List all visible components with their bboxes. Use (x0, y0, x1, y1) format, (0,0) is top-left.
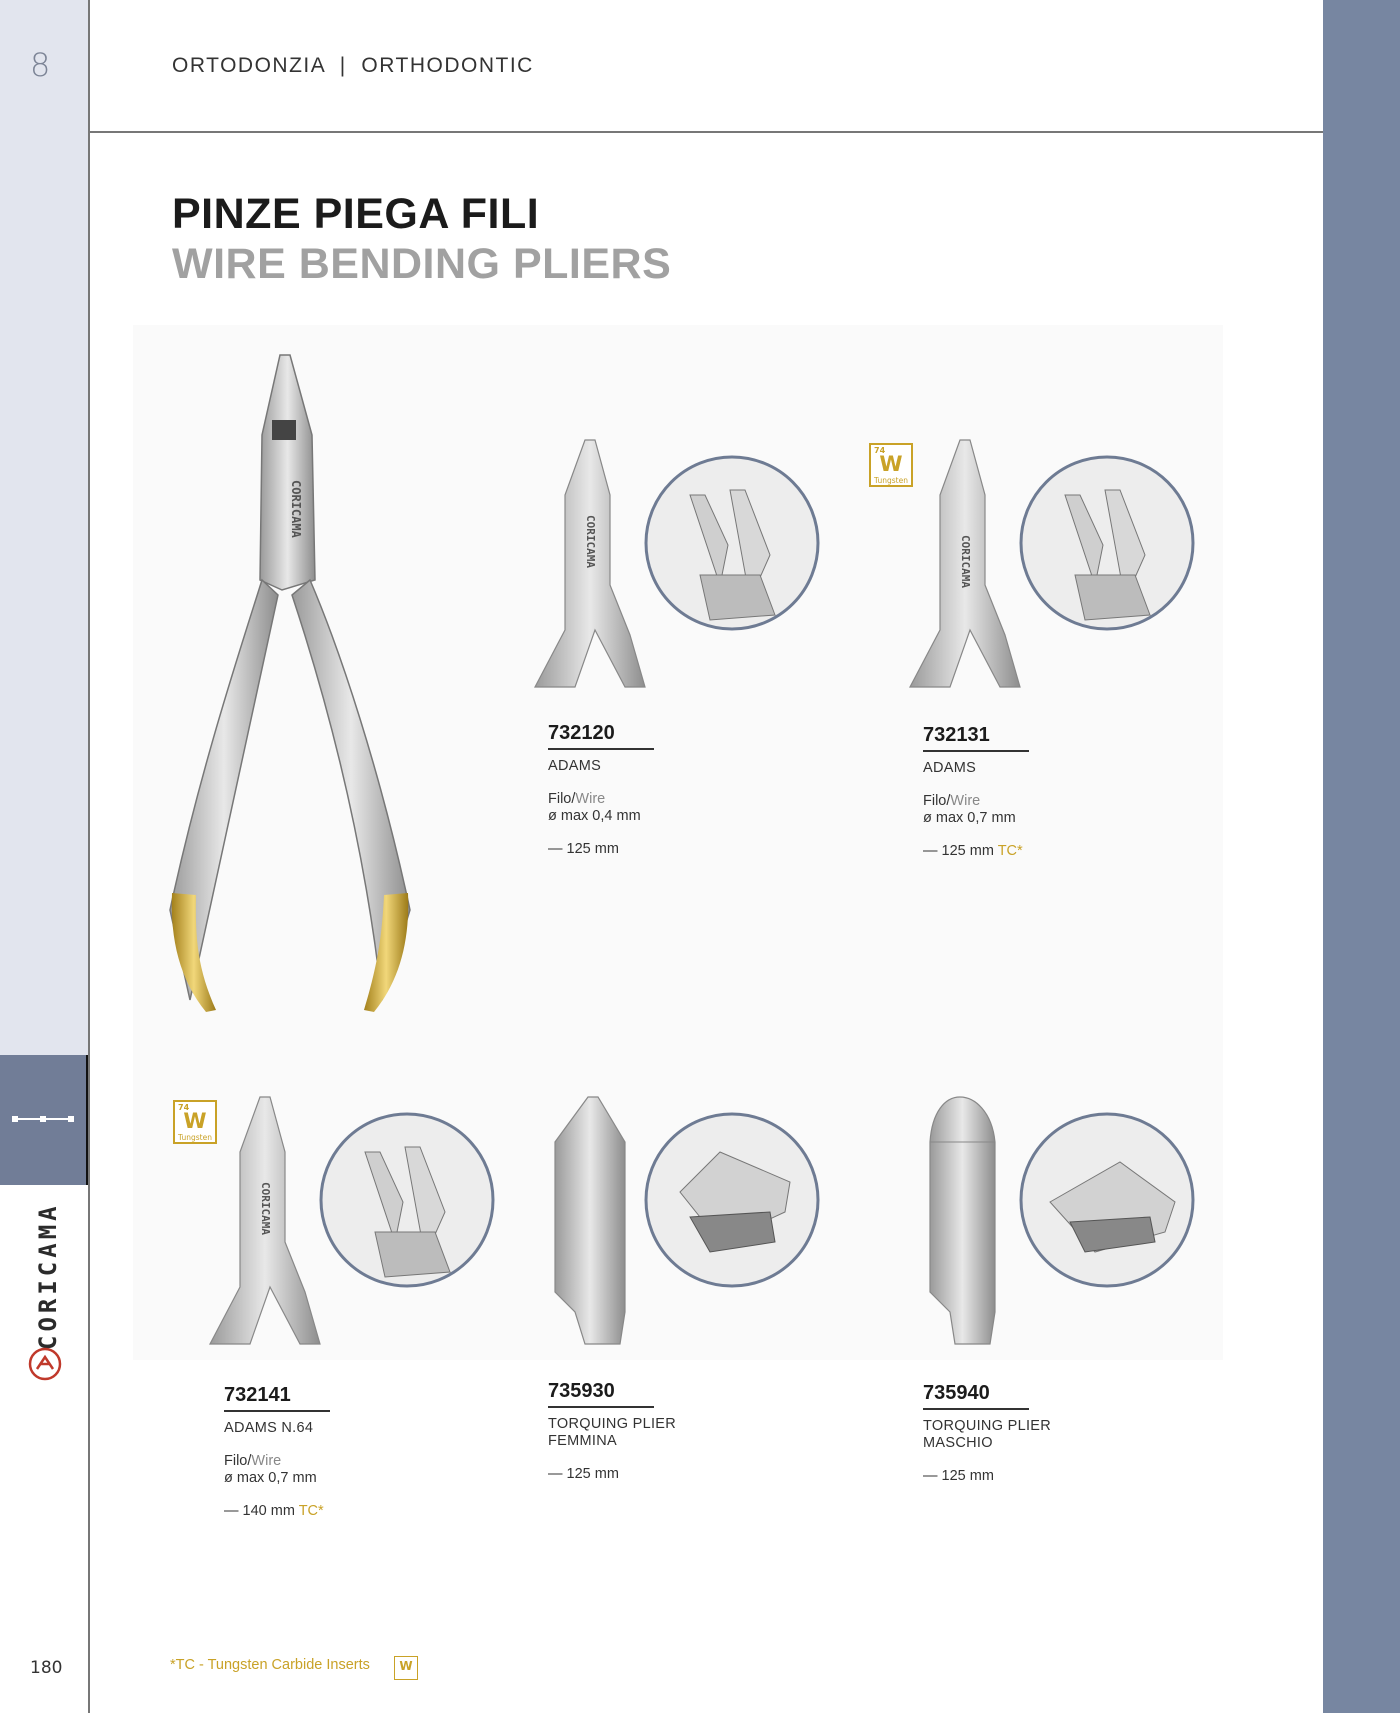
length: — 125 mm (548, 840, 619, 857)
wire-label: Filo/Wire (224, 1452, 282, 1469)
code-underline (923, 750, 1029, 752)
left-divider (88, 0, 90, 1713)
length: — 125 mm (923, 1467, 994, 1484)
product-name-line2: FEMMINA (548, 1432, 617, 1449)
title-english: WIRE BENDING PLIERS (172, 240, 672, 288)
wire-max: ø max 0,4 mm (548, 807, 641, 824)
page-number: 180 (30, 1658, 63, 1678)
badge-label: Tungsten (874, 476, 908, 485)
product-name-line1: TORQUING PLIER (548, 1415, 677, 1432)
badge-label: Tungsten (178, 1133, 212, 1142)
product-732120 (548, 722, 654, 858)
svg-text:CORICAMA: CORICAMA (289, 480, 303, 538)
product-732131 (923, 724, 1029, 860)
length-row (224, 1503, 330, 1520)
footnote: *TC - Tungsten Carbide Inserts (170, 1657, 370, 1673)
product-735930-image (550, 1092, 830, 1347)
wire-label-it: Filo (548, 790, 572, 807)
product-code: 735940 (923, 1382, 990, 1404)
length: — 125 mm (923, 842, 994, 859)
svg-text:CORICAMA: CORICAMA (584, 515, 597, 568)
section-number: 8 (30, 46, 51, 84)
brand-name: CORICAMA (34, 1202, 62, 1350)
product-735940-image (920, 1092, 1210, 1347)
footnote-tungsten-badge (394, 1656, 418, 1680)
product-735930 (548, 1380, 676, 1483)
wire-label-en: Wire (575, 790, 606, 807)
product-732141-image (205, 1092, 505, 1347)
svg-text:CORICAMA: CORICAMA (259, 1182, 272, 1235)
badge-symbol: W (183, 1109, 207, 1133)
product-code: 732141 (224, 1384, 291, 1406)
product-name-line2: MASCHIO (923, 1434, 993, 1451)
brand-logo-icon (28, 1347, 62, 1381)
section-tab (0, 1055, 90, 1185)
length-row (923, 843, 1029, 860)
product-732131-image (905, 435, 1205, 690)
wire-label-en: Wire (950, 792, 981, 809)
pliers-tab-icon (0, 1055, 86, 1185)
product-code: 732131 (923, 724, 990, 746)
title-italian: PINZE PIEGA FILI (172, 190, 540, 238)
wire-label: Filo/Wire (548, 790, 606, 807)
product-code: 732120 (548, 722, 615, 744)
wire-label: Filo/Wire (923, 792, 981, 809)
length: — 140 mm (224, 1502, 295, 1519)
product-name: ADAMS (923, 759, 977, 776)
tc-marker: TC* (997, 842, 1023, 859)
wire-label-it: Filo (224, 1452, 248, 1469)
tungsten-badge (869, 443, 913, 487)
wire-max: ø max 0,7 mm (224, 1469, 317, 1486)
product-code: 735930 (548, 1380, 615, 1402)
large-plier-image (150, 350, 450, 1015)
product-name: ADAMS N.64 (224, 1419, 314, 1436)
code-underline (923, 1408, 1029, 1410)
wire-label-en: Wire (251, 1452, 282, 1469)
tungsten-badge (173, 1100, 217, 1144)
code-underline (548, 1406, 654, 1408)
header-divider (88, 131, 1323, 133)
badge-number: 74 (874, 446, 886, 455)
product-732120-image (530, 435, 830, 690)
svg-text:CORICAMA: CORICAMA (959, 535, 972, 588)
wire-label-it: Filo (923, 792, 947, 809)
code-underline (224, 1410, 330, 1412)
code-underline (548, 748, 654, 750)
product-name: ADAMS (548, 757, 602, 774)
badge-symbol: W (879, 452, 903, 476)
length: — 125 mm (548, 1465, 619, 1482)
wire-max: ø max 0,7 mm (923, 809, 1016, 826)
badge-symbol: W (399, 1659, 413, 1673)
left-sidebar-top (0, 0, 88, 1055)
tc-marker: TC* (298, 1502, 324, 1519)
product-735940 (923, 1382, 1051, 1485)
product-732141 (224, 1384, 330, 1520)
right-accent-bar (1323, 0, 1400, 1713)
product-name-line1: TORQUING PLIER (923, 1417, 1052, 1434)
page-header: ORTODONZIA | ORTHODONTIC (172, 54, 534, 77)
badge-number: 74 (178, 1103, 190, 1112)
